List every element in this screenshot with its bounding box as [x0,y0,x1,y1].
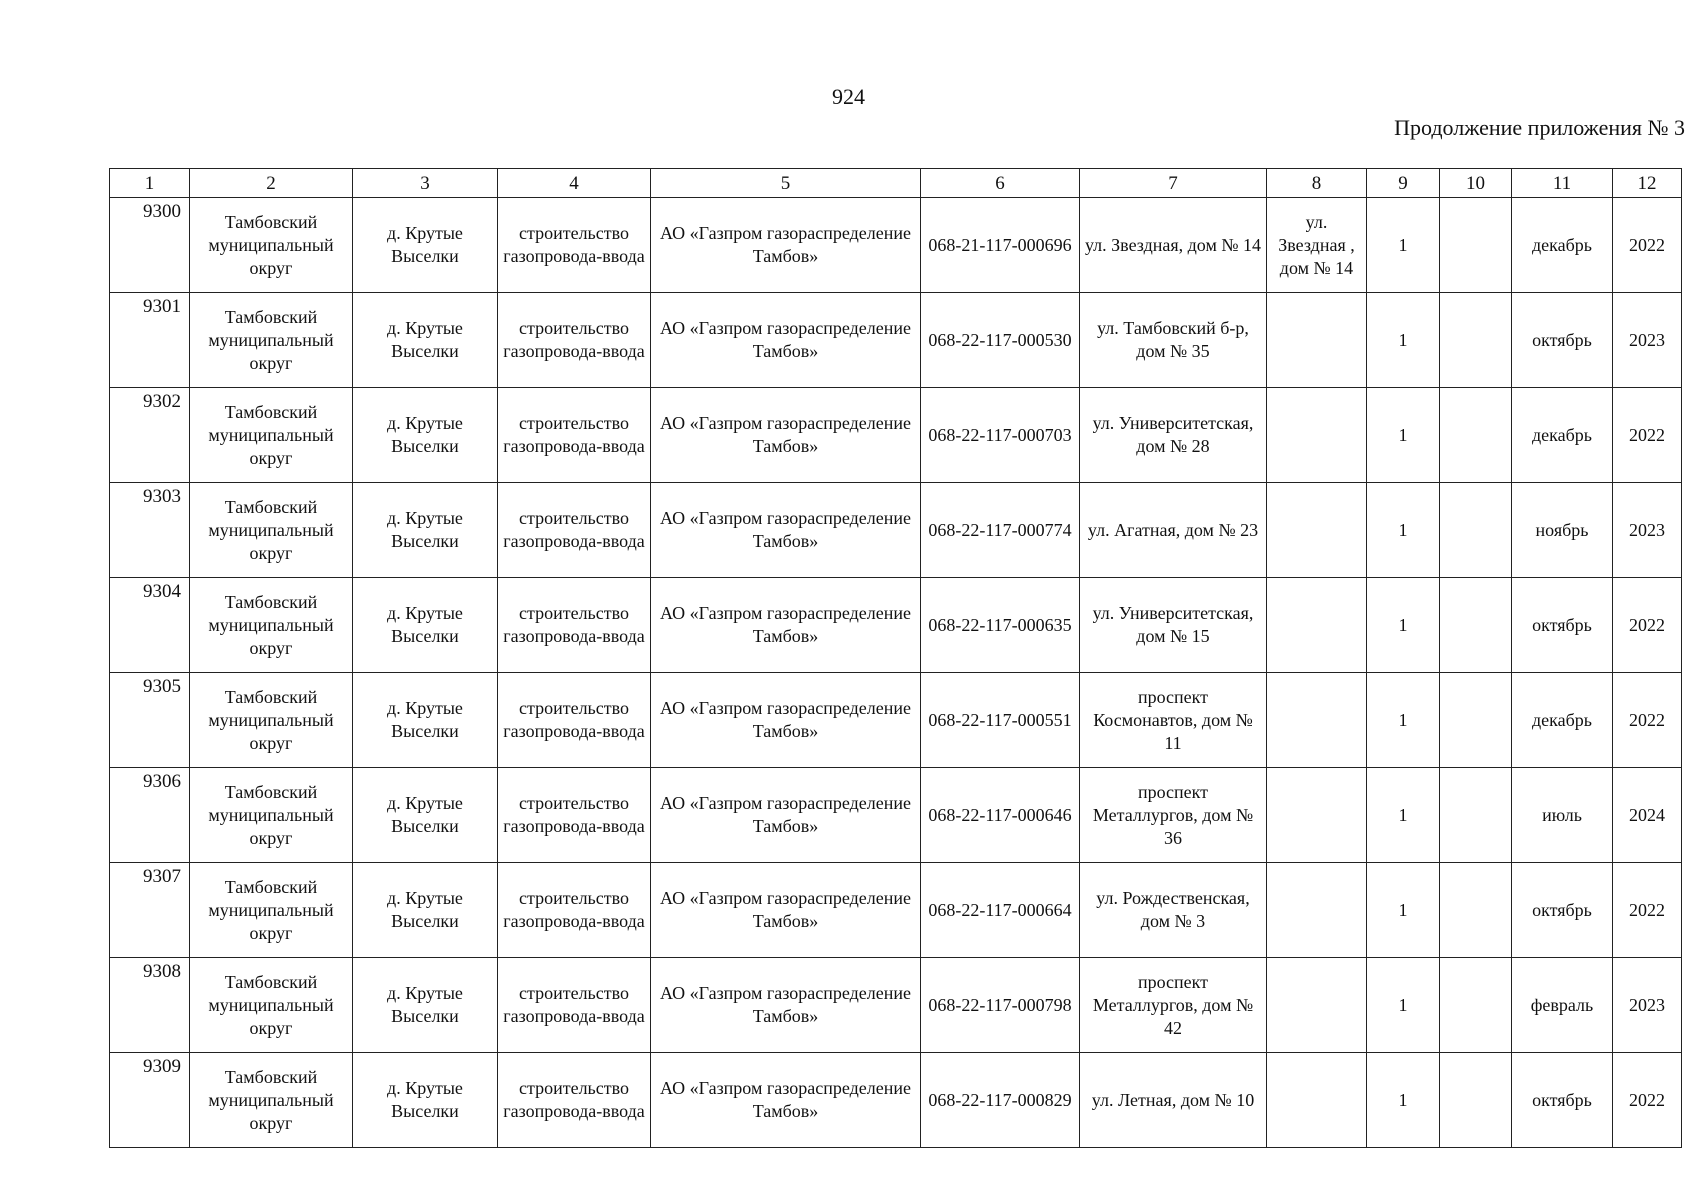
column-header: 7 [1080,169,1267,198]
cell-month: октябрь [1512,1053,1613,1148]
cell-month: ноябрь [1512,483,1613,578]
cell-address: проспект Металлургов, дом № 42 [1080,958,1267,1053]
cell-year: 2022 [1613,388,1682,483]
column-header: 1 [110,169,190,198]
cell-code: 068-22-117-000664 [921,863,1080,958]
cell-district: Тамбовский муниципальный округ [190,293,353,388]
cell-address: ул. Тамбовский б-р, дом № 35 [1080,293,1267,388]
cell-number: 9300 [110,198,190,293]
cell-locality: д. Крутые Выселки [353,388,498,483]
cell-count: 1 [1367,578,1440,673]
cell-month: июль [1512,768,1613,863]
cell-work-type: строительство газопровода-ввода [498,388,651,483]
cell-number: 9308 [110,958,190,1053]
cell-year: 2023 [1613,293,1682,388]
cell-district: Тамбовский муниципальный округ [190,1053,353,1148]
table-row [110,1053,1682,1148]
cell-address-alt [1267,578,1367,673]
cell-address-alt [1267,673,1367,768]
cell-work-type: строительство газопровода-ввода [498,1053,651,1148]
cell-code: 068-22-117-000635 [921,578,1080,673]
cell-empty [1440,578,1512,673]
column-header: 4 [498,169,651,198]
cell-organization: АО «Газпром газораспределение Тамбов» [651,388,921,483]
cell-address-alt [1267,863,1367,958]
cell-work-type: строительство газопровода-ввода [498,863,651,958]
cell-address-alt [1267,958,1367,1053]
table-row [110,578,1682,673]
cell-empty [1440,198,1512,293]
cell-address: ул. Университетская, дом № 28 [1080,388,1267,483]
column-header: 11 [1512,169,1613,198]
cell-empty [1440,768,1512,863]
cell-count: 1 [1367,768,1440,863]
cell-empty [1440,863,1512,958]
cell-code: 068-22-117-000530 [921,293,1080,388]
cell-number: 9307 [110,863,190,958]
cell-number: 9304 [110,578,190,673]
cell-year: 2022 [1613,673,1682,768]
cell-work-type: строительство газопровода-ввода [498,958,651,1053]
cell-number: 9309 [110,1053,190,1148]
table-row [110,673,1682,768]
cell-count: 1 [1367,863,1440,958]
page-number: 924 [832,84,865,109]
cell-year: 2022 [1613,1053,1682,1148]
cell-number: 9301 [110,293,190,388]
cell-address: ул. Рождественская, дом № 3 [1080,863,1267,958]
cell-district: Тамбовский муниципальный округ [190,863,353,958]
cell-count: 1 [1367,673,1440,768]
cell-district: Тамбовский муниципальный округ [190,198,353,293]
cell-code: 068-22-117-000551 [921,673,1080,768]
cell-address: проспект Металлургов, дом № 36 [1080,768,1267,863]
cell-district: Тамбовский муниципальный округ [190,483,353,578]
column-header: 9 [1367,169,1440,198]
cell-district: Тамбовский муниципальный округ [190,388,353,483]
cell-locality: д. Крутые Выселки [353,673,498,768]
cell-year: 2022 [1613,198,1682,293]
cell-organization: АО «Газпром газораспределение Тамбов» [651,768,921,863]
cell-organization: АО «Газпром газораспределение Тамбов» [651,958,921,1053]
cell-month: октябрь [1512,863,1613,958]
cell-month: октябрь [1512,578,1613,673]
cell-empty [1440,1053,1512,1148]
cell-locality: д. Крутые Выселки [353,198,498,293]
cell-address: ул. Агатная, дом № 23 [1080,483,1267,578]
cell-district: Тамбовский муниципальный округ [190,768,353,863]
cell-work-type: строительство газопровода-ввода [498,578,651,673]
cell-count: 1 [1367,1053,1440,1148]
cell-locality: д. Крутые Выселки [353,863,498,958]
header-row [110,169,1682,198]
cell-count: 1 [1367,958,1440,1053]
column-header: 6 [921,169,1080,198]
cell-empty [1440,388,1512,483]
cell-address-alt [1267,768,1367,863]
cell-locality: д. Крутые Выселки [353,578,498,673]
column-header: 3 [353,169,498,198]
cell-number: 9306 [110,768,190,863]
cell-address: проспект Космонавтов, дом № 11 [1080,673,1267,768]
cell-year: 2022 [1613,863,1682,958]
cell-year: 2024 [1613,768,1682,863]
column-header: 2 [190,169,353,198]
cell-organization: АО «Газпром газораспределение Тамбов» [651,483,921,578]
cell-empty [1440,483,1512,578]
cell-empty [1440,293,1512,388]
column-header: 10 [1440,169,1512,198]
cell-month: декабрь [1512,673,1613,768]
table-row [110,768,1682,863]
table-row [110,198,1682,293]
cell-number: 9303 [110,483,190,578]
cell-work-type: строительство газопровода-ввода [498,293,651,388]
cell-month: декабрь [1512,198,1613,293]
cell-address: ул. Звездная, дом № 14 [1080,198,1267,293]
cell-code: 068-22-117-000798 [921,958,1080,1053]
cell-address: ул. Летная, дом № 10 [1080,1053,1267,1148]
cell-year: 2023 [1613,483,1682,578]
cell-work-type: строительство газопровода-ввода [498,198,651,293]
cell-month: декабрь [1512,388,1613,483]
cell-locality: д. Крутые Выселки [353,483,498,578]
table-row [110,293,1682,388]
cell-code: 068-21-117-000696 [921,198,1080,293]
cell-year: 2023 [1613,958,1682,1053]
cell-organization: АО «Газпром газораспределение Тамбов» [651,578,921,673]
cell-year: 2022 [1613,578,1682,673]
cell-address: ул. Университетская, дом № 15 [1080,578,1267,673]
cell-month: октябрь [1512,293,1613,388]
table-row [110,958,1682,1053]
cell-address-alt [1267,1053,1367,1148]
cell-count: 1 [1367,388,1440,483]
cell-organization: АО «Газпром газораспределение Тамбов» [651,198,921,293]
cell-code: 068-22-117-000703 [921,388,1080,483]
cell-count: 1 [1367,483,1440,578]
cell-organization: АО «Газпром газораспределение Тамбов» [651,863,921,958]
cell-month: февраль [1512,958,1613,1053]
cell-locality: д. Крутые Выселки [353,1053,498,1148]
column-header: 5 [651,169,921,198]
cell-work-type: строительство газопровода-ввода [498,483,651,578]
cell-work-type: строительство газопровода-ввода [498,673,651,768]
cell-organization: АО «Газпром газораспределение Тамбов» [651,1053,921,1148]
cell-address-alt [1267,483,1367,578]
appendix-caption: Продолжение приложения № 3 [1394,115,1685,140]
cell-code: 068-22-117-000646 [921,768,1080,863]
cell-address-alt [1267,388,1367,483]
cell-count: 1 [1367,293,1440,388]
cell-code: 068-22-117-000829 [921,1053,1080,1148]
cell-district: Тамбовский муниципальный округ [190,673,353,768]
cell-address-alt: ул. Звездная , дом № 14 [1267,198,1367,293]
cell-organization: АО «Газпром газораспределение Тамбов» [651,293,921,388]
cell-number: 9305 [110,673,190,768]
cell-address-alt [1267,293,1367,388]
data-table [109,168,1682,1148]
cell-count: 1 [1367,198,1440,293]
cell-locality: д. Крутые Выселки [353,768,498,863]
cell-number: 9302 [110,388,190,483]
cell-district: Тамбовский муниципальный округ [190,958,353,1053]
column-header: 12 [1613,169,1682,198]
cell-empty [1440,673,1512,768]
cell-work-type: строительство газопровода-ввода [498,768,651,863]
cell-locality: д. Крутые Выселки [353,293,498,388]
cell-organization: АО «Газпром газораспределение Тамбов» [651,673,921,768]
cell-code: 068-22-117-000774 [921,483,1080,578]
table-row [110,388,1682,483]
cell-empty [1440,958,1512,1053]
table-row [110,483,1682,578]
cell-district: Тамбовский муниципальный округ [190,578,353,673]
cell-locality: д. Крутые Выселки [353,958,498,1053]
table-row [110,863,1682,958]
column-header: 8 [1267,169,1367,198]
